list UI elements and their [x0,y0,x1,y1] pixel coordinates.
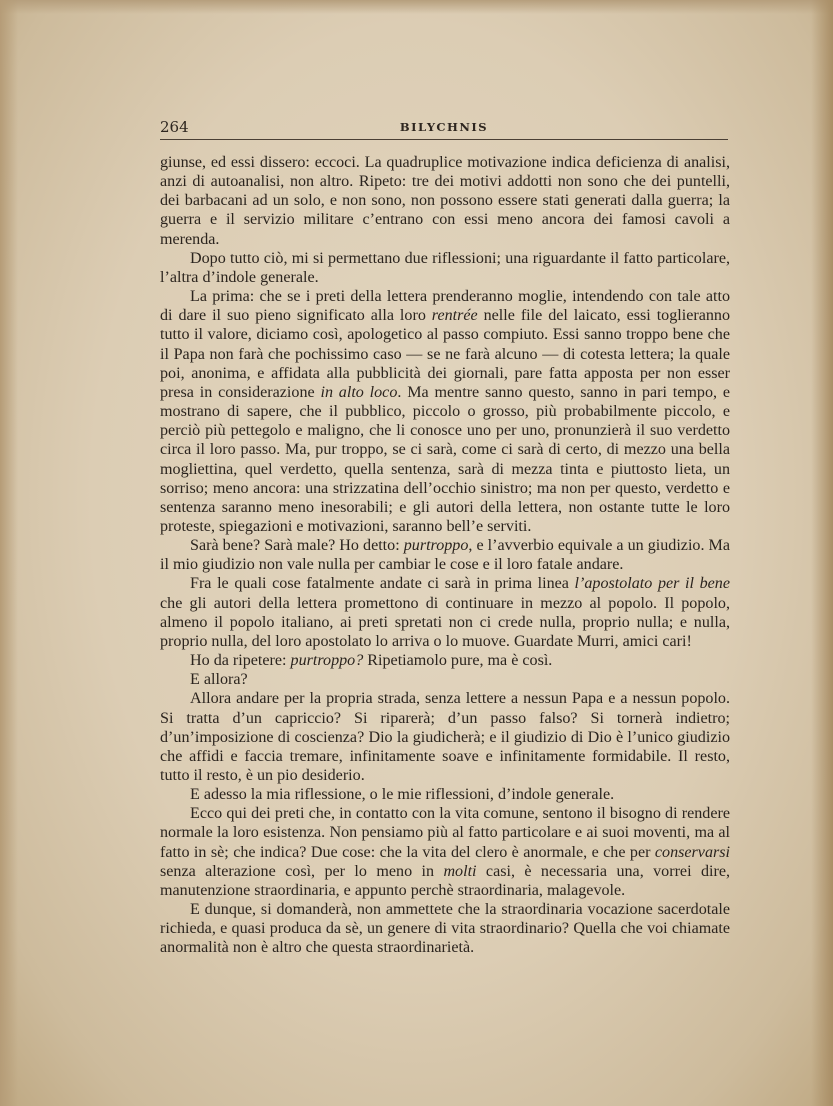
italic-text: purtroppo [403,537,469,555]
paragraph [160,287,730,536]
page-edge-shadow-left [0,0,18,1106]
running-title: BILYCHNIS [399,120,489,134]
italic-text: conservarsi [654,843,730,861]
text-run: Sarà bene? Sarà male? Ho detto: [190,537,404,555]
text-run: Allora andare per la propria strada, senza lettere a nessun Papa e a nessun popolo. Si tratta d’un capriccio? Si riparerà; d’un passo falso? Si tornerà indietro; d’un’imposizione di coscienza? Dio la giudicherà; e il giudizio di Dio è l’unico giudizio che affidi e faccia tremare, infinitamente soave e infinitamente formidabile. Il resto, tutto il resto, è un pio desiderio. [160,690,730,784]
italic-text: molti [443,862,477,880]
text-run: senza alterazione così, per lo meno in [160,862,444,880]
paragraph [160,249,730,287]
page-edge-shadow-top [0,0,833,14]
italic-text: purtroppo? [290,652,364,670]
text-run: giunse, ed essi dissero: eccoci. La quadruplice motivazione indica deficienza di analisi, anzi di autoanalisi, non altro. Ripeto: tre dei motivi addotti non sono che dei puntelli, dei barbacani ad un solo, e non sono, non possono essere stati generati dalla guerra; la guerra e il servizio militare c’entrano con essi meno ancora dei famosi cavoli a merenda. [160,154,730,248]
paragraph [160,689,730,785]
paragraph [160,536,730,574]
body-text [160,153,730,958]
page-header [160,114,728,138]
paragraph [160,670,730,689]
italic-text: rentrée [431,307,478,325]
page-edge-shadow-right [811,0,833,1106]
text-run: nelle file del laicato, essi toglieranno tutto il valore, diciamo così, apologetico al passo compiuto. Essi sanno troppo bene che il Papa non farà che pochissimo caso — se ne farà alcuno — di cotesta lettera; la quale poi, anonima, e affidata alla pubblicità dei giornali, pare fatta apposta per non esser presa in considerazione [160,307,730,401]
text-run: , e l’avverbio equivale a un giudizio. Ma il mio giudizio non vale nulla per cambiar le cose e il loro fatale andare. [160,537,730,574]
paragraph [160,785,730,804]
italic-text: in alto loco [320,383,398,401]
text-run: E allora? [190,671,248,689]
paragraph [160,574,730,651]
page-number: 264 [160,118,189,136]
paragraph [160,900,730,957]
italic-text: l’apostolato per il bene [574,575,730,593]
text-run: Fra le quali cose fatalmente andate ci sarà in prima linea [190,575,575,593]
text-run: Ripetiamolo pure, ma è così. [363,652,553,670]
text-run: La prima: che se i preti della lettera prenderanno moglie, intendendo con tale atto di dare il suo pieno significato alla loro [160,288,730,325]
text-run: Ecco qui dei preti che, in contatto con la vita comune, sentono il bisogno di rendere normale la loro esistenza. Non pensiamo più al fatto particolare e ai suoi moventi, ma al fatto in sè; che indica? Due cose: che la vita del clero è anormale, e che per [160,805,730,861]
paragraph [160,153,730,249]
text-run: Dopo tutto ciò, mi si permettano due riflessioni; una riguardante il fatto particolare, l’altra d’indole generale. [160,249,730,286]
paragraph [160,804,730,900]
text-run: E dunque, si domanderà, non ammettete che la straordinaria vocazione sacerdotale richieda, e quasi produca da sè, un genere di vita straordinario? Quella che voi chiamate anormalità non è altro che questa straordinarietà. [160,901,730,957]
text-run: casi, è necessaria una, vorrei dire, manutenzione straordinaria, e appunto perchè straordinaria, malagevole. [160,862,730,899]
text-run: . Ma mentre sanno questo, sanno in pari tempo, e mostrano di sapere, che il pubblico, piccolo o grosso, più probabilmente piccolo, e perciò più pettegolo e maligno, che li conosce uno per uno, pronunzierà il suo verdetto circa il loro passo. Ma, pur troppo, se ci sarà, come ci sarà di certo, di mezzo una bella mogliettina, quel verdetto, quella sentenza, sarà di mezza tinta e piuttosto lieta, un sorriso; meno ancora: una strizzatina dell’occhio sinistro; ma non per questo, verdetto e sentenza saranno meno inesorabili; e gli autori della lettera, non ostante tutte le loro proteste, spiegazioni e motivazioni, saranno bell’e serviti. [160,383,731,535]
text-run: Ho da ripetere: [190,652,291,670]
text-run: E adesso la mia riflessione, o le mie riflessioni, d’indole generale. [190,786,615,804]
text-run: che gli autori della lettera promettono di continuare in mezzo al popolo. Il popolo, almeno il popolo italiano, ai preti spretati non ci crede nulla, proprio nulla; e nulla, proprio nulla, del loro apostolato lo arriva o lo muove. Guardate Murri, amici cari! [160,594,730,650]
header-rule [160,139,728,140]
paragraph [160,651,730,670]
